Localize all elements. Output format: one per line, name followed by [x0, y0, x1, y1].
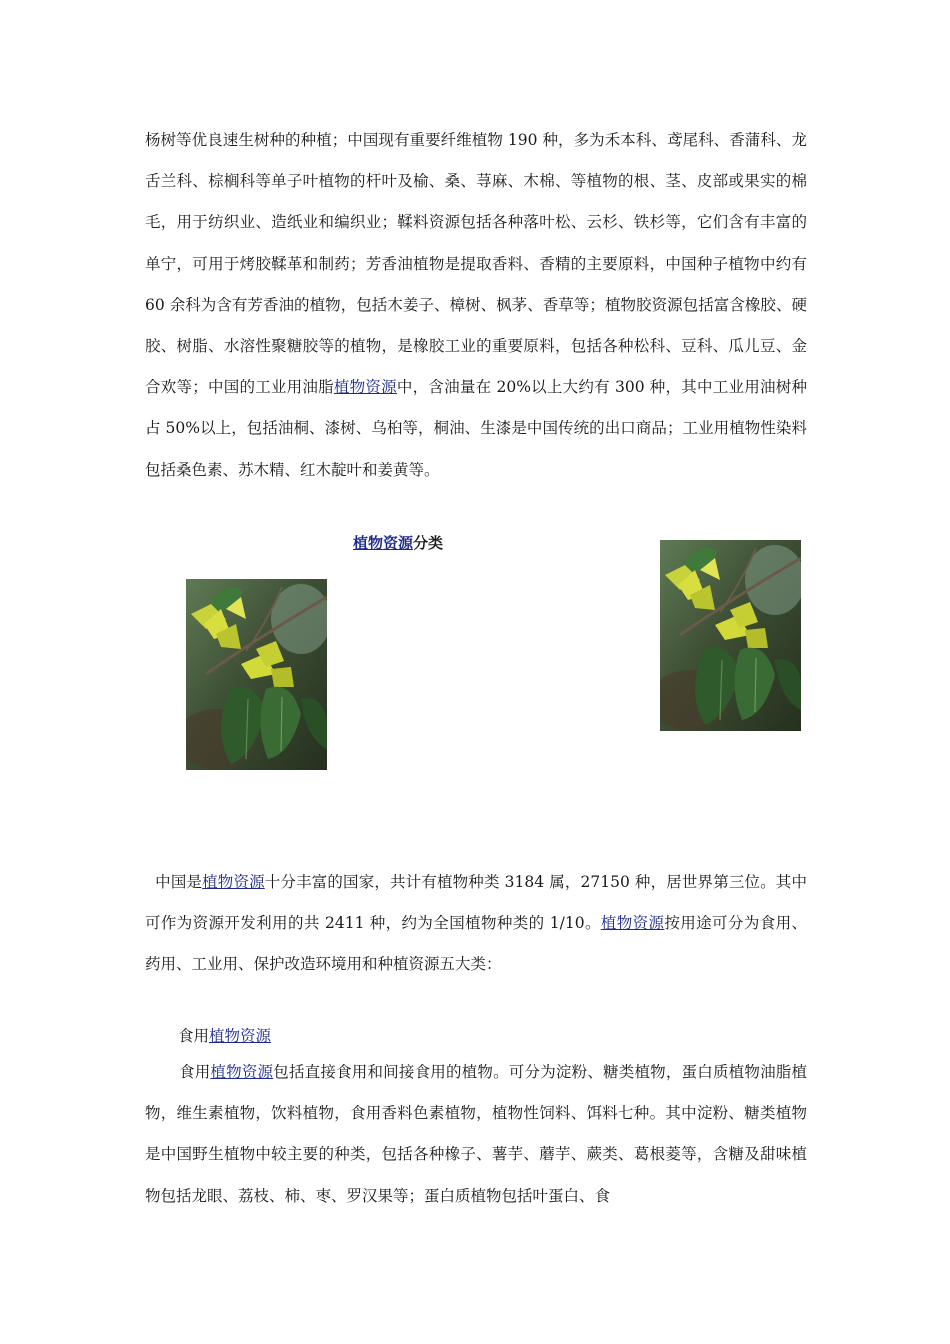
subsection-title-prefix: 食用: [178, 1027, 210, 1045]
paragraph-text-part: 十分丰富的国家，共计有植物种类 3184 属，27150 种，居世界第三位。其中可作为资源开发利用的共 2411 种，约为全国植物种类的 1/10。: [145, 873, 807, 933]
paragraph-text-part: 中，含油量在 20%以上大约有 300 种，其中工业用油树种占 50%以上，包括油桐、漆树、乌桕等，桐油、生漆是中国传统的出口商品；工业用植物性染料包括桑色素、苏木精、红木靛叶和姜黄等。: [145, 378, 807, 479]
plant-resources-link[interactable]: 植物资源: [202, 873, 265, 891]
section-heading: [353, 532, 443, 553]
paragraph-text-part: 包括直接食用和间接食用的植物。可分为淀粉、糖类植物，蛋白质植物油脂植物，维生素植物，饮料植物，食用香料色素植物，植物性饲料、饵料七种。其中淀粉、糖类植物是中国野生植物中较主要的种类，包括各种橡子、薯芋、蘑芋、蕨类、葛根菱等，含糖及甜味植物包括龙眼、荔枝、柿、枣、罗汉果等；蛋白质植物包括叶蛋白、食: [145, 1063, 807, 1205]
plant-branch-image: [186, 579, 327, 770]
paragraph-overview: [145, 862, 807, 986]
paragraph-text: [145, 1052, 807, 1217]
paragraph-text: [145, 120, 807, 491]
plant-resources-link[interactable]: 植物资源: [600, 914, 665, 933]
paragraph-text-part: 按用途可分为食用、药用、工业用、保护改造环境用和种植资源五大类：: [145, 914, 807, 974]
plant-resources-link[interactable]: 植物资源: [333, 378, 397, 397]
plant-photo-left: [186, 579, 327, 770]
plant-branch-image: [660, 540, 801, 731]
subsection-title: [178, 1024, 271, 1048]
paragraph-text-part: 食用: [179, 1063, 211, 1081]
paragraph-edible-plants: [145, 1052, 807, 1217]
paragraph-industrial-plants: [145, 120, 807, 491]
plant-resources-link[interactable]: 植物资源: [209, 1027, 272, 1045]
paragraph-text-part: 杨树等优良速生树种的种植；中国现有重要纤维植物 190 种，多为禾本科、鸢尾科、香蒲科、龙舌兰科、棕榈科等单子叶植物的杆叶及榆、桑、荨麻、木棉、等植物的根、茎、皮部或果实的棉毛，用于纺织业、造纸业和编织业；鞣料资源包括各种落叶松、云杉、铁杉等，它们含有丰富的单宁，可用于烤胶鞣革和制药；芳香油植物是提取香料、香精的主要原料，中国种子植物中约有 60 余科为含有芳香油的植物，包括木姜子、樟树、枫茅、香草等；植物胶资源包括富含橡胶、硬胶、树脂、水溶性聚糖胶等的植物，是橡胶工业的重要原料，包括各种松科、豆科、瓜儿豆、金合欢等；中国的工业用油脂: [145, 131, 807, 397]
heading-plant-resources-link[interactable]: 植物资源: [353, 534, 414, 552]
plant-resources-link[interactable]: 植物资源: [210, 1063, 274, 1081]
paragraph-text: [145, 862, 807, 986]
plant-photo-right: [660, 540, 801, 731]
heading-suffix: 分类: [413, 534, 444, 552]
paragraph-text-part: 中国是: [145, 873, 203, 891]
